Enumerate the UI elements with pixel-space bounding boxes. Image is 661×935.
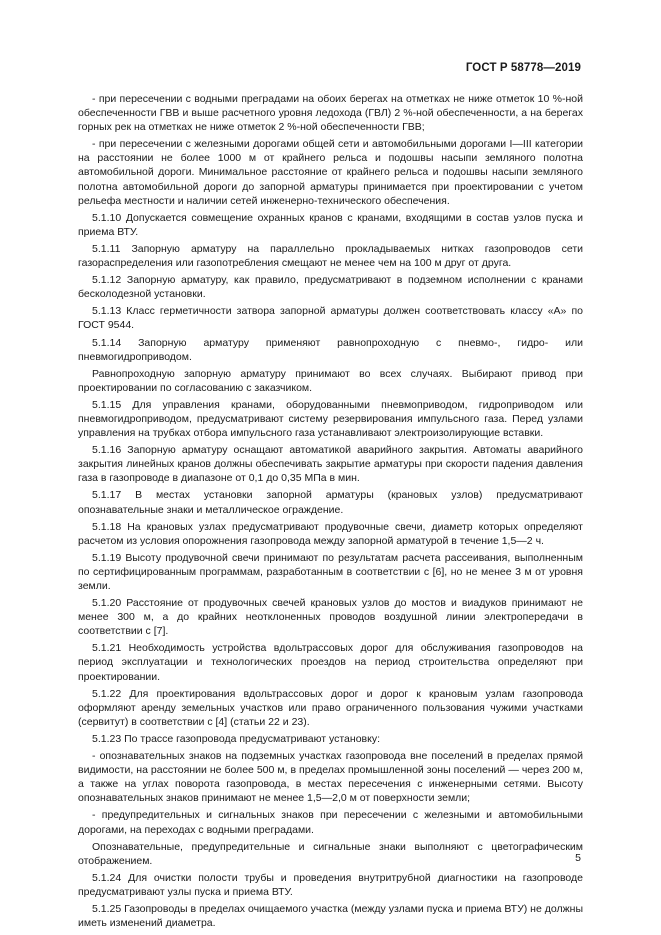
paragraph: 5.1.22 Для проектирования вдольтрассовых дорог и дорог к крановым узлам газопровода оформляют аренду земельных участков или право ограниченного пользования чужими участками (сервитут) в соответствии с [4] (статьи 22 и 23). <box>78 687 583 728</box>
paragraph: 5.1.11 Запорную арматуру на параллельно прокладываемых нитках газопроводов сети газораспределения или газопотребления смещают не менее чем на 100 м друг от друга. <box>78 242 583 270</box>
paragraph: 5.1.20 Расстояние от продувочных свечей крановых узлов до мостов и виадуков принимают не менее 300 м, а до крайних неотклоненных проводов воздушной линии электропередачи в соответствии с [7]. <box>78 597 583 638</box>
paragraph: 5.1.25 Газопроводы в пределах очищаемого участка (между узлами пуска и приема ВТУ) не должны иметь изменений диаметра. <box>78 902 583 930</box>
paragraph: 5.1.24 Для очистки полости трубы и проведения внутритрубной диагностики на газопроводе предусматривают узлы пуска и приема ВТУ. <box>78 871 583 898</box>
paragraph: 5.1.13 Класс герметичности затвора запорной арматуры должен соответствовать классу «А» по ГОСТ 9544. <box>78 305 583 332</box>
page-number: 5 <box>575 852 581 864</box>
paragraph: Опознавательные, предупредительные и сигнальные знаки выполняют с цветографическим отображением. <box>78 840 583 867</box>
paragraph: 5.1.15 Для управления кранами, оборудованными пневмоприводом, гидроприводом или пневмогидроприводом, предусматривают систему резервирования импульсного газа. Перед узлами управления на трубках отбора импульсного газа устанавливают электроизолирующие вставки. <box>78 398 583 440</box>
paragraph: 5.1.14 Запорную арматуру применяют равнопроходную с пневмо-, гидро- или пневмогидроприводом. <box>78 336 583 363</box>
paragraph: 5.1.23 По трассе газопровода предусматривают установку: <box>92 732 380 745</box>
paragraph: 5.1.12 Запорную арматуру, как правило, предусматривают в подземном исполнении с кранами бесколодезной установки. <box>78 274 583 301</box>
document-header: ГОСТ Р 58778—2019 <box>465 62 581 74</box>
paragraph: 5.1.16 Запорную арматуру оснащают автоматикой аварийного закрытия. Автоматы аварийного закрытия линейных кранов должны обеспечивать закрытие арматуры при скорости падения давления газа в газопроводе в диапазоне от 0,1 до 0,35 МПа в мин. <box>78 444 583 485</box>
paragraph: - опознавательных знаков на подземных участках газопровода вне поселений в пределах прямой видимости, на расстоянии не более 500 м, в пределах промышленной зоны поселений — через 200 м, а также на углах поворота газопровода, в местах пересечения с инженерными сетями. Высоту опознавательных знаков принимают не менее 1,5—2,0 м от поверхности земли; <box>78 750 583 805</box>
paragraph: - при пересечении с водными преградами на обоих берегах на отметках не ниже отметок 10 %-ной обеспеченности ГВВ и выше расчетного уровня ледохода (ГВЛ) 2 %-ной обеспеченности, а на берегах горных рек на отметках не ниже отметок 2 %-ной обеспеченности ГВВ; <box>78 93 583 134</box>
paragraph: 5.1.18 На крановых узлах предусматривают продувочные свечи, диаметр которых определяют расчетом из условия опорожнения газопровода между запорной арматурой в течение 1,5—2 ч. <box>78 520 583 547</box>
paragraph: - предупредительных и сигнальных знаков при пересечении с железными и автомобильными дорогами, на переходах с водными преградами. <box>78 809 583 836</box>
document-body <box>78 92 583 933</box>
paragraph: 5.1.10 Допускается совмещение охранных кранов с кранами, входящими в состав узлов пуска и приема ВТУ. <box>78 211 583 238</box>
paragraph: - при пересечении с железными дорогами общей сети и автомобильными дорогами I—III категории на расстоянии не более 1000 м от крайнего рельса и подошвы насыпи земляного полотна автомобильной дороги. Минимальное расстояние от крайнего рельса и подошвы насыпи земляного полотна автомобильной дороги до запорной арматуры принимается при проектировании с учетом рельефа местности и наличии сетей инженерно-технического обеспечения. <box>78 138 583 207</box>
paragraph: 5.1.19 Высоту продувочной свечи принимают по результатам расчета рассеивания, выполненным по сертифицированным программам, разработанным в соответствии с [6], но не менее 3 м от уровня земли. <box>78 551 583 592</box>
paragraph: 5.1.17 В местах установки запорной арматуры (крановых узлов) предусматривают опознавательные знаки и металлическое ограждение. <box>78 489 583 516</box>
paragraph: Равнопроходную запорную арматуру принимают во всех случаях. Выбирают привод при проектировании по согласованию с заказчиком. <box>78 367 583 394</box>
paragraph: 5.1.21 Необходимость устройства вдольтрассовых дорог для обслуживания газопроводов на период эксплуатации и технологических проездов на период строительства определяют при проектировании. <box>78 642 583 683</box>
